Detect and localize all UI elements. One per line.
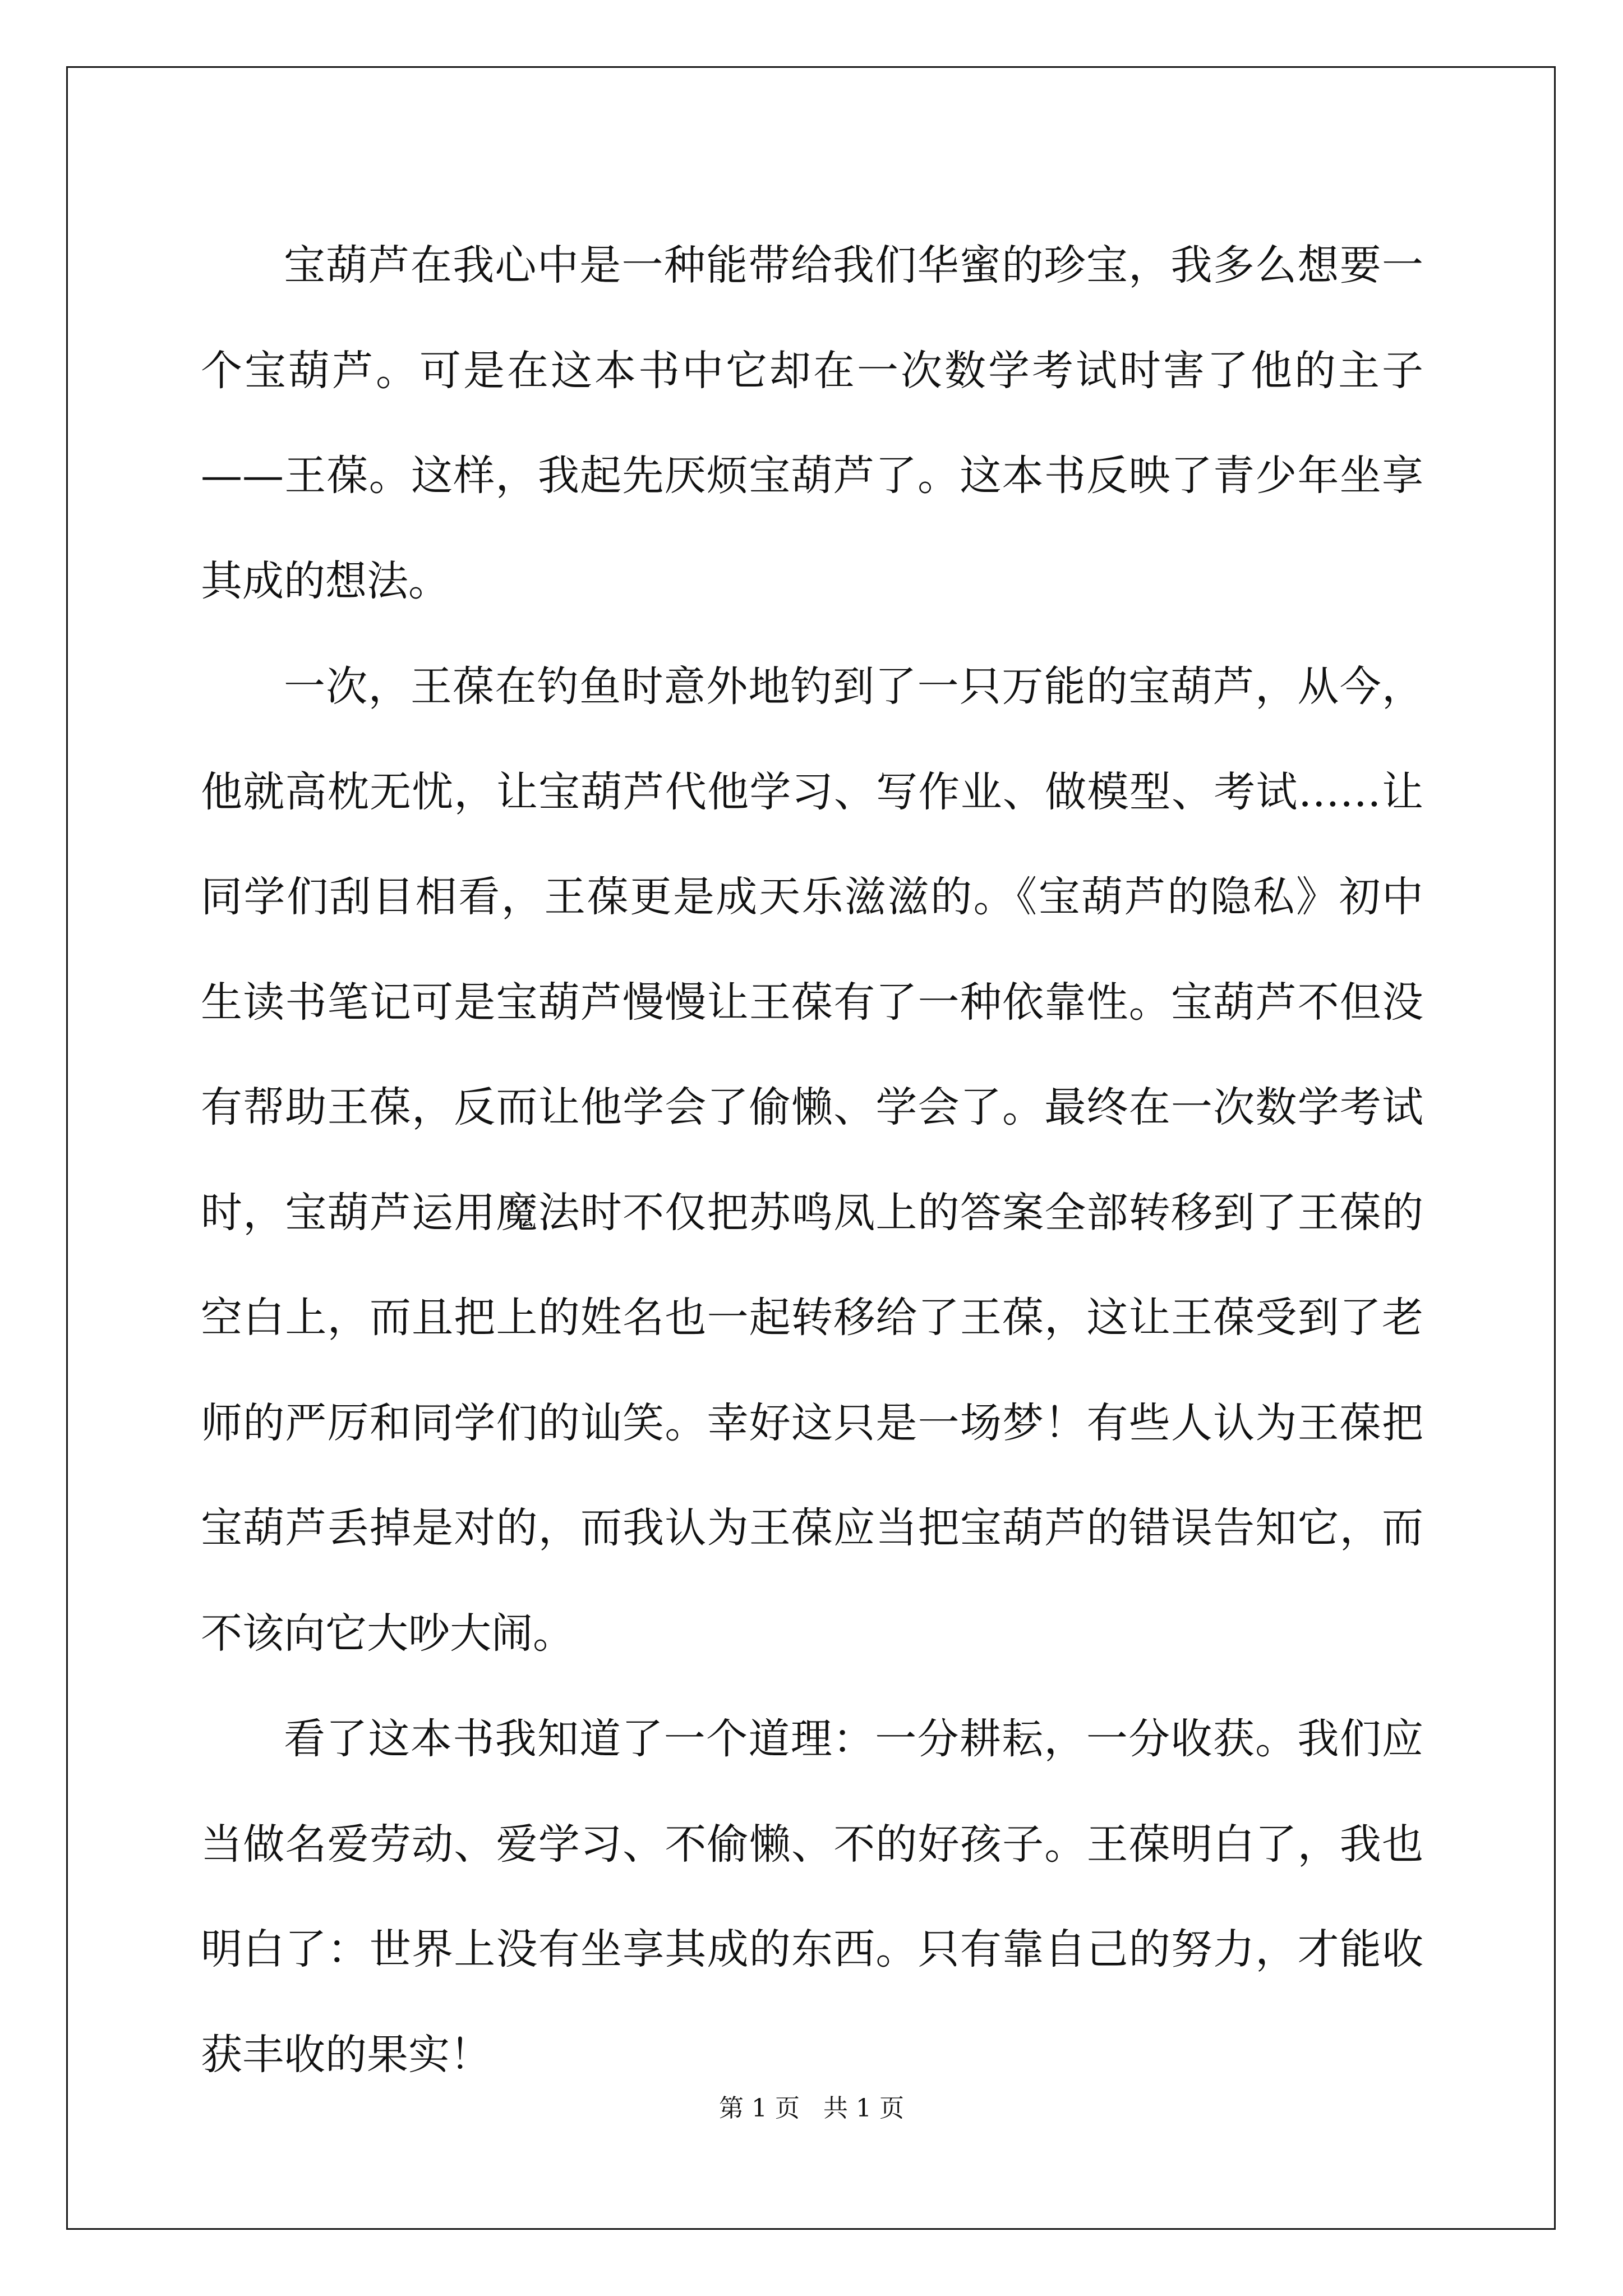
paragraph-1: 宝葫芦在我心中是一种能带给我们华蜜的珍宝，我多么想要一个宝葫芦。可是在这本书中它却在一次数学考试时害了他的主子——王葆。这样，我起先厌烦宝葫芦了。这本书反映了青少年坐享其成的想法。	[201, 241, 1423, 605]
paragraph-3: 看了这本书我知道了一个道理：一分耕耘，一分收获。我们应当做名爱劳动、爱学习、不偷懒、不的好孩子。王葆明白了，我也明白了：世界上没有坐享其成的东西。只有靠自己的努力，才能收获丰收的果实！	[201, 1715, 1423, 2079]
page-number-footer: 第 1 页 共 1 页	[719, 2094, 904, 2123]
paragraph-2: 一次，王葆在钓鱼时意外地钓到了一只万能的宝葫芦，从今，他就高枕无忧，让宝葫芦代他学习、写作业、做模型、考试……让同学们刮目相看，王葆更是成天乐滋滋的。《宝葫芦的隐私》初中生读书笔记可是宝葫芦慢慢让王葆有了一种依靠性。宝葫芦不但没有帮助王葆，反而让他学会了偷懒、学会了。最终在一次数学考试时，宝葫芦运用魔法时不仅把苏鸣凤上的答案全部转移到了王葆的空白上，而且把上的姓名也一起转移给了王葆，这让王葆受到了老师的严厉和同学们的讪笑。幸好这只是一场梦！有些人认为王葆把宝葫芦丢掉是对的，而我认为王葆应当把宝葫芦的错误告知它，而不该向它大吵大闹。	[201, 662, 1423, 1658]
document-body	[201, 213, 1423, 2108]
